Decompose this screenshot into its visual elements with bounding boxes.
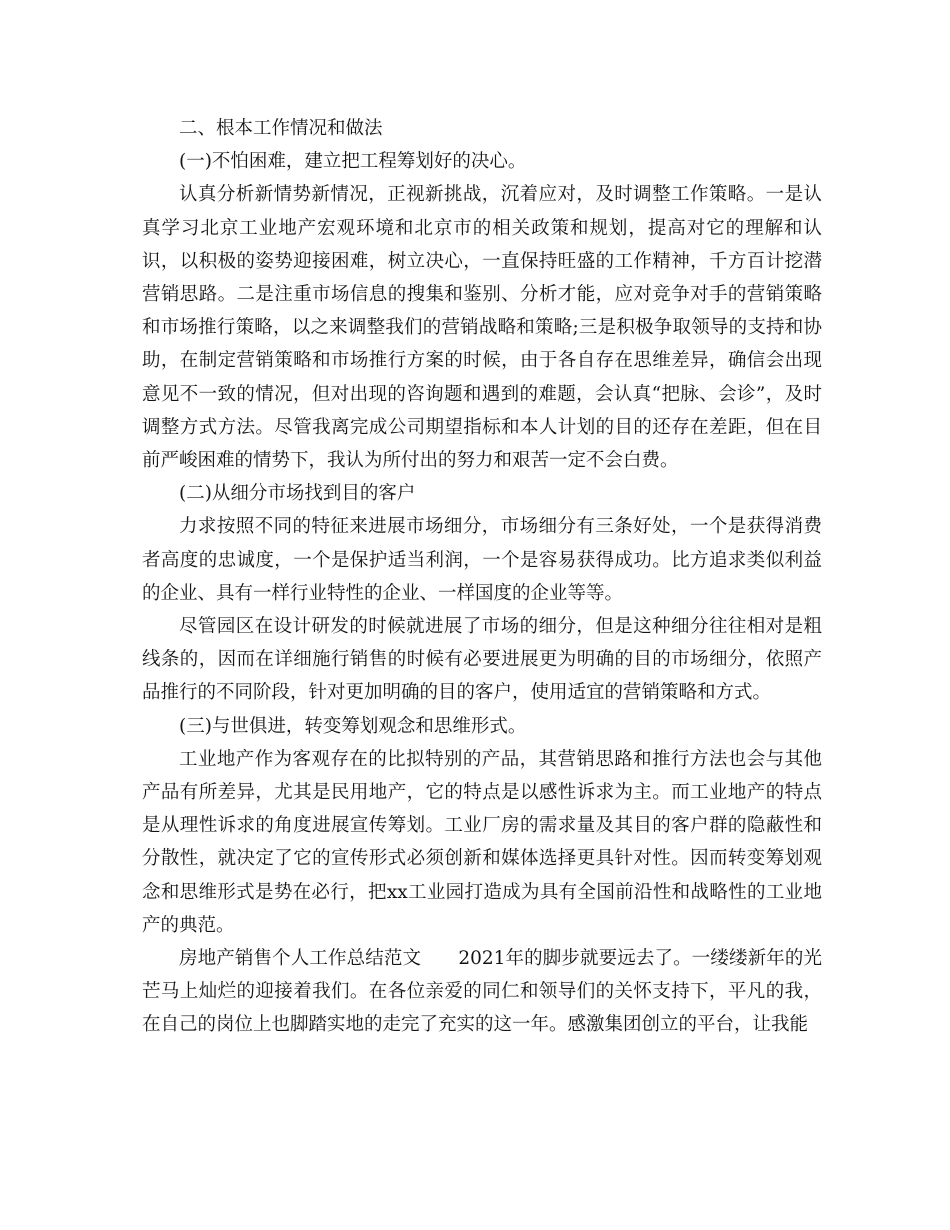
body-paragraph-1: 认真分析新情势新情况，正视新挑战，沉着应对，及时调整工作策略。一是认真学习北京工业地产宏观环境和北京市的相关政策和规划，提高对它的理解和认识，以积极的姿势迎接困难，树立决心，一直保持旺盛的工作精神，千方百计挖潜营销思路。二是注重市场信息的搜集和鉴别、分析才能，应对竞争对手的营销策略和市场推行策略，以之来调整我们的营销战略和策略;三是积极争取领导的支持和协助，在制定营销策略和市场推行方案的时候，由于各自存在思维差异，确信会出现意见不一致的情况，但对出现的咨询题和遇到的难题，会认真“把脉、会诊”，及时调整方式方法。尽管我离完成公司期望指标和本人计划的目的还存在差距，但在目前严峻困难的情势下，我认为所付出的努力和艰苦一定不会白费。 <box>142 184 822 472</box>
body-paragraph-5: 房地产销售个人工作总结范文 2021年的脚步就要远去了。一缕缕新年的光芒马上灿烂的迎接着我们。在各位亲爱的同仁和领导们的关怀支持下，平凡的我，在自己的岗位上也脚踏实地的走完了充实的这一年。感激集团创立的平台，让我能 <box>142 948 822 1036</box>
body-paragraph-3: 尽管园区在设计研发的时候就进展了市场的细分，但是这种细分往往相对是粗线条的，因而在详细施行销售的时候有必要进展更为明确的目的市场细分，依照产品推行的不同阶段，针对更加明确的目的客户，使用适宜的营销策略和方式。 <box>142 616 822 704</box>
document-body <box>142 112 822 1042</box>
subsection-heading-3: (三)与世俱进，转变筹划观念和思维形式。 <box>179 715 527 737</box>
body-paragraph-4: 工业地产作为客观存在的比拟特别的产品，其营销思路和推行方法也会与其他产品有所差异，尤其是民用地产，它的特点是以感性诉求为主。而工业地产的特点是从理性诉求的角度进展宣传筹划。工业厂房的需求量及其目的客户群的隐蔽性和分散性，就决定了它的宣传形式必须创新和媒体选择更具针对性。因而转变筹划观念和思维形式是势在必行，把xx工业园打造成为具有全国前沿性和战略性的工业地产的典范。 <box>142 748 822 936</box>
subsection-heading-1: (一)不怕困难，建立把工程筹划好的决心。 <box>179 151 527 173</box>
subsection-heading-2: (二)从细分市场找到目的客户 <box>179 483 416 505</box>
section-heading: 二、根本工作情况和做法 <box>179 118 383 139</box>
body-paragraph-2: 力求按照不同的特征来进展市场细分，市场细分有三条好处，一个是获得消费者高度的忠诚度，一个是保护适当利润，一个是容易获得成功。比方追求类似利益的企业、具有一样行业特性的企业、一样国度的企业等等。 <box>142 516 822 604</box>
